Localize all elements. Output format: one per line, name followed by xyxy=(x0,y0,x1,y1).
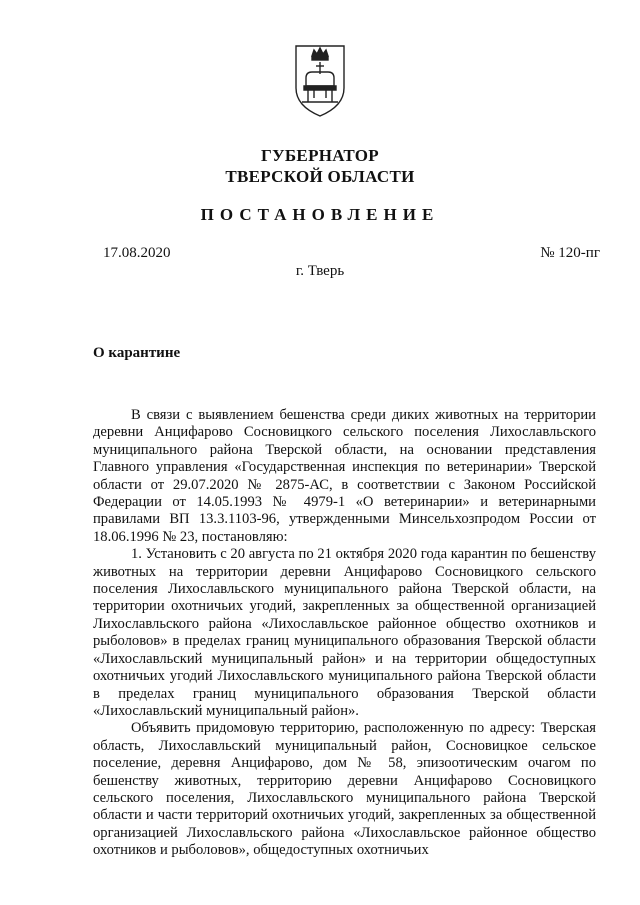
document-city: г. Тверь xyxy=(295,263,345,279)
issuer-title: ГУБЕРНАТОР xyxy=(261,146,379,165)
coat-of-arms-icon xyxy=(290,42,350,120)
paragraph-preamble: В связи с выявлением бешенства среди диких животных на территории деревни Анцифарово Сосновицкого сельского поселения Лихославльского муниципального района Тверской области, на основании представления Главного управления «Государственная инспекция по ветеринарии» Тверской области от 29.07.2020 № 2875-АС, в соответствии с Законом Российской Федерации от 14.05.1993 № 4979-1 «О ветеринарии» и ветеринарными правилами ВП 13.3.1103-96, утвержденными Минсельхозпродом России от 18.06.1996 № 23, постановляю: xyxy=(93,407,596,545)
document-number: № 120-пг xyxy=(540,245,600,261)
document-body xyxy=(93,407,596,860)
paragraph-outbreak: Объявить придомовую территорию, расположенную по адресу: Тверская область, Лихославльский муниципальный район, Сосновицкое сельское поселение, деревня Анцифарово, дом № 58, эпизоотическим очагом по бешенству животных, территорию деревни Анцифарово Сосновицкого сельского поселения, Лихославльского муниципального района Тверской области и части территорий охотничьих угодий, закрепленных за общественной организацией Лихославльского района «Лихославльское районное общество охотников и рыболовов», общедоступных охотничьих xyxy=(93,720,596,859)
issuer-region: ТВЕРСКОЙ ОБЛАСТИ xyxy=(225,167,415,186)
document-subject: О карантине xyxy=(93,345,181,361)
document-type: ПОСТАНОВЛЕНИЕ xyxy=(200,205,440,224)
document-date: 17.08.2020 xyxy=(103,245,171,261)
paragraph-item-1: 1. Установить с 20 августа по 21 октября 2020 года карантин по бешенству животных на территории деревни Анцифарово Сосновицкого сельского поселения Лихославльского муниципального района Тверской области, на территории охотничьих угодий, закрепленных за общественной организацией Лихославльского района «Лихославльское районное общество охотников и рыболовов» в пределах границ муниципального образования Тверской области «Лихославльский муниципальный район» и на территории общедоступных охотничьих угодий Лихославльского муниципального района Тверской области в пределах границ муниципального образования Тверской области «Лихославльский муниципальный район». xyxy=(93,546,596,719)
